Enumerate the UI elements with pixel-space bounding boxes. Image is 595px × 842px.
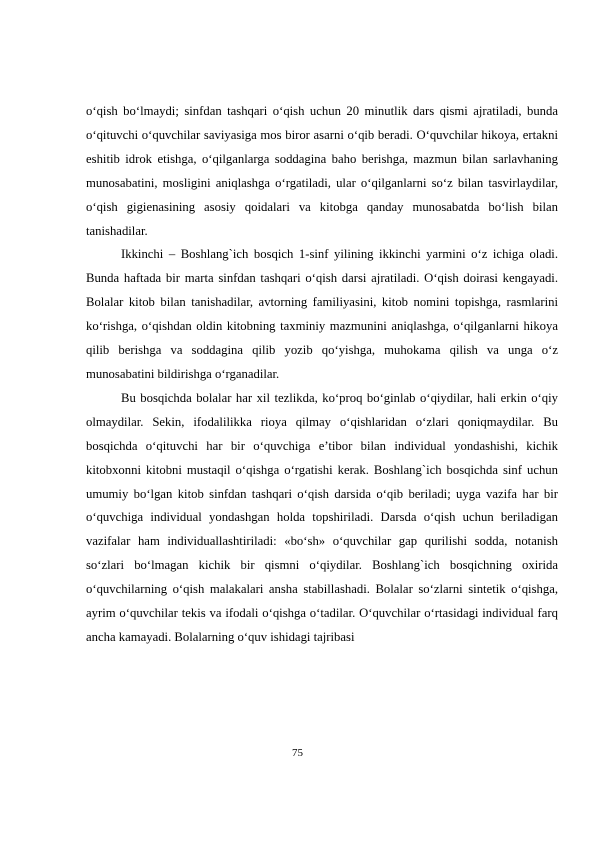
page-body: [86, 100, 558, 650]
page-number: 75: [292, 747, 303, 759]
paragraph-stage-details: Bu bosqichda bolalar har xil tezlikda, ko‘proq bo‘ginlab o‘qiydilar, hali erkin o‘qiy olmaydilar. Sekin, ifodalilikka rioya qilmay o‘qishlaridan o‘zlari qoniqmaydilar. Bu bosqichda o‘qituvchi har bir o‘quvchiga e’tibor bilan individual yondashishi, kichik kitobxonni kitobni mustaqil o‘qishga o‘rgatishi kerak. Boshlang`ich bosqichda sinf uchun umumiy bo‘lgan kitob sinfdan tashqari o‘qish darsida o‘qib beriladi; uyga vazifa har bir o‘quvchiga individual yondashgan holda topshiriladi. Darsda o‘qish uchun beriladigan vazifalar ham individuallashtiriladi: «bo‘sh» o‘quvchilar gap qurilishi sodda, notanish so‘zlari bo‘lmagan kichik bir qismni o‘qiydilar. Boshlang`ich bosqichning oxirida o‘quvchilarning o‘qish malakalari ansha stabillashadi. Bolalar so‘zlarni sintetik o‘qishga, ayrim o‘quvchilar tekis va ifodali o‘qishga o‘tadilar. O‘quvchilar o‘rtasidagi individual farq ancha kamayadi. Bolalarning o‘quv ishidagi tajribasi: [86, 390, 558, 644]
paragraph-second-stage: Ikkinchi – Boshlang`ich bosqich 1-sinf yilining ikkinchi yarmini o‘z ichiga oladi. Bunda haftada bir marta sinfdan tashqari o‘qish darsi ajratiladi. O‘qish doirasi kengayadi. Bolalar kitob bilan tanishadilar, avtorning familiyasini, kitob nomini topishga, rasmlarini ko‘rishga, o‘qishdan oldin kitobning taxminiy mazmunini aniqlashga, o‘qilganlarni hikoya qilib berishga va soddagina qilib yozib qo‘yishga, muhokama qilish va unga o‘z munosabatini bildirishga o‘rganadilar.: [86, 247, 558, 381]
paragraph-continuation: o‘qish bo‘lmaydi; sinfdan tashqari o‘qish uchun 20 minutlik dars qismi ajratiladi, bunda o‘qituvchi o‘quvchilar saviyasiga mos biror asarni o‘qib beradi. O‘quvchilar hikoya, ertakni eshitib idrok etishga, o‘qilganlarga soddagina baho berishga, mazmun bilan sarlavhaning munosabatini, mosligini aniqlashga o‘rgatiladi, ular o‘qilganlarni so‘z bilan tasvirlaydilar, o‘qish gigienasining asosiy qoidalari va kitobga qanday munosabatda bo‘lish bilan tanishadilar.: [86, 104, 558, 238]
